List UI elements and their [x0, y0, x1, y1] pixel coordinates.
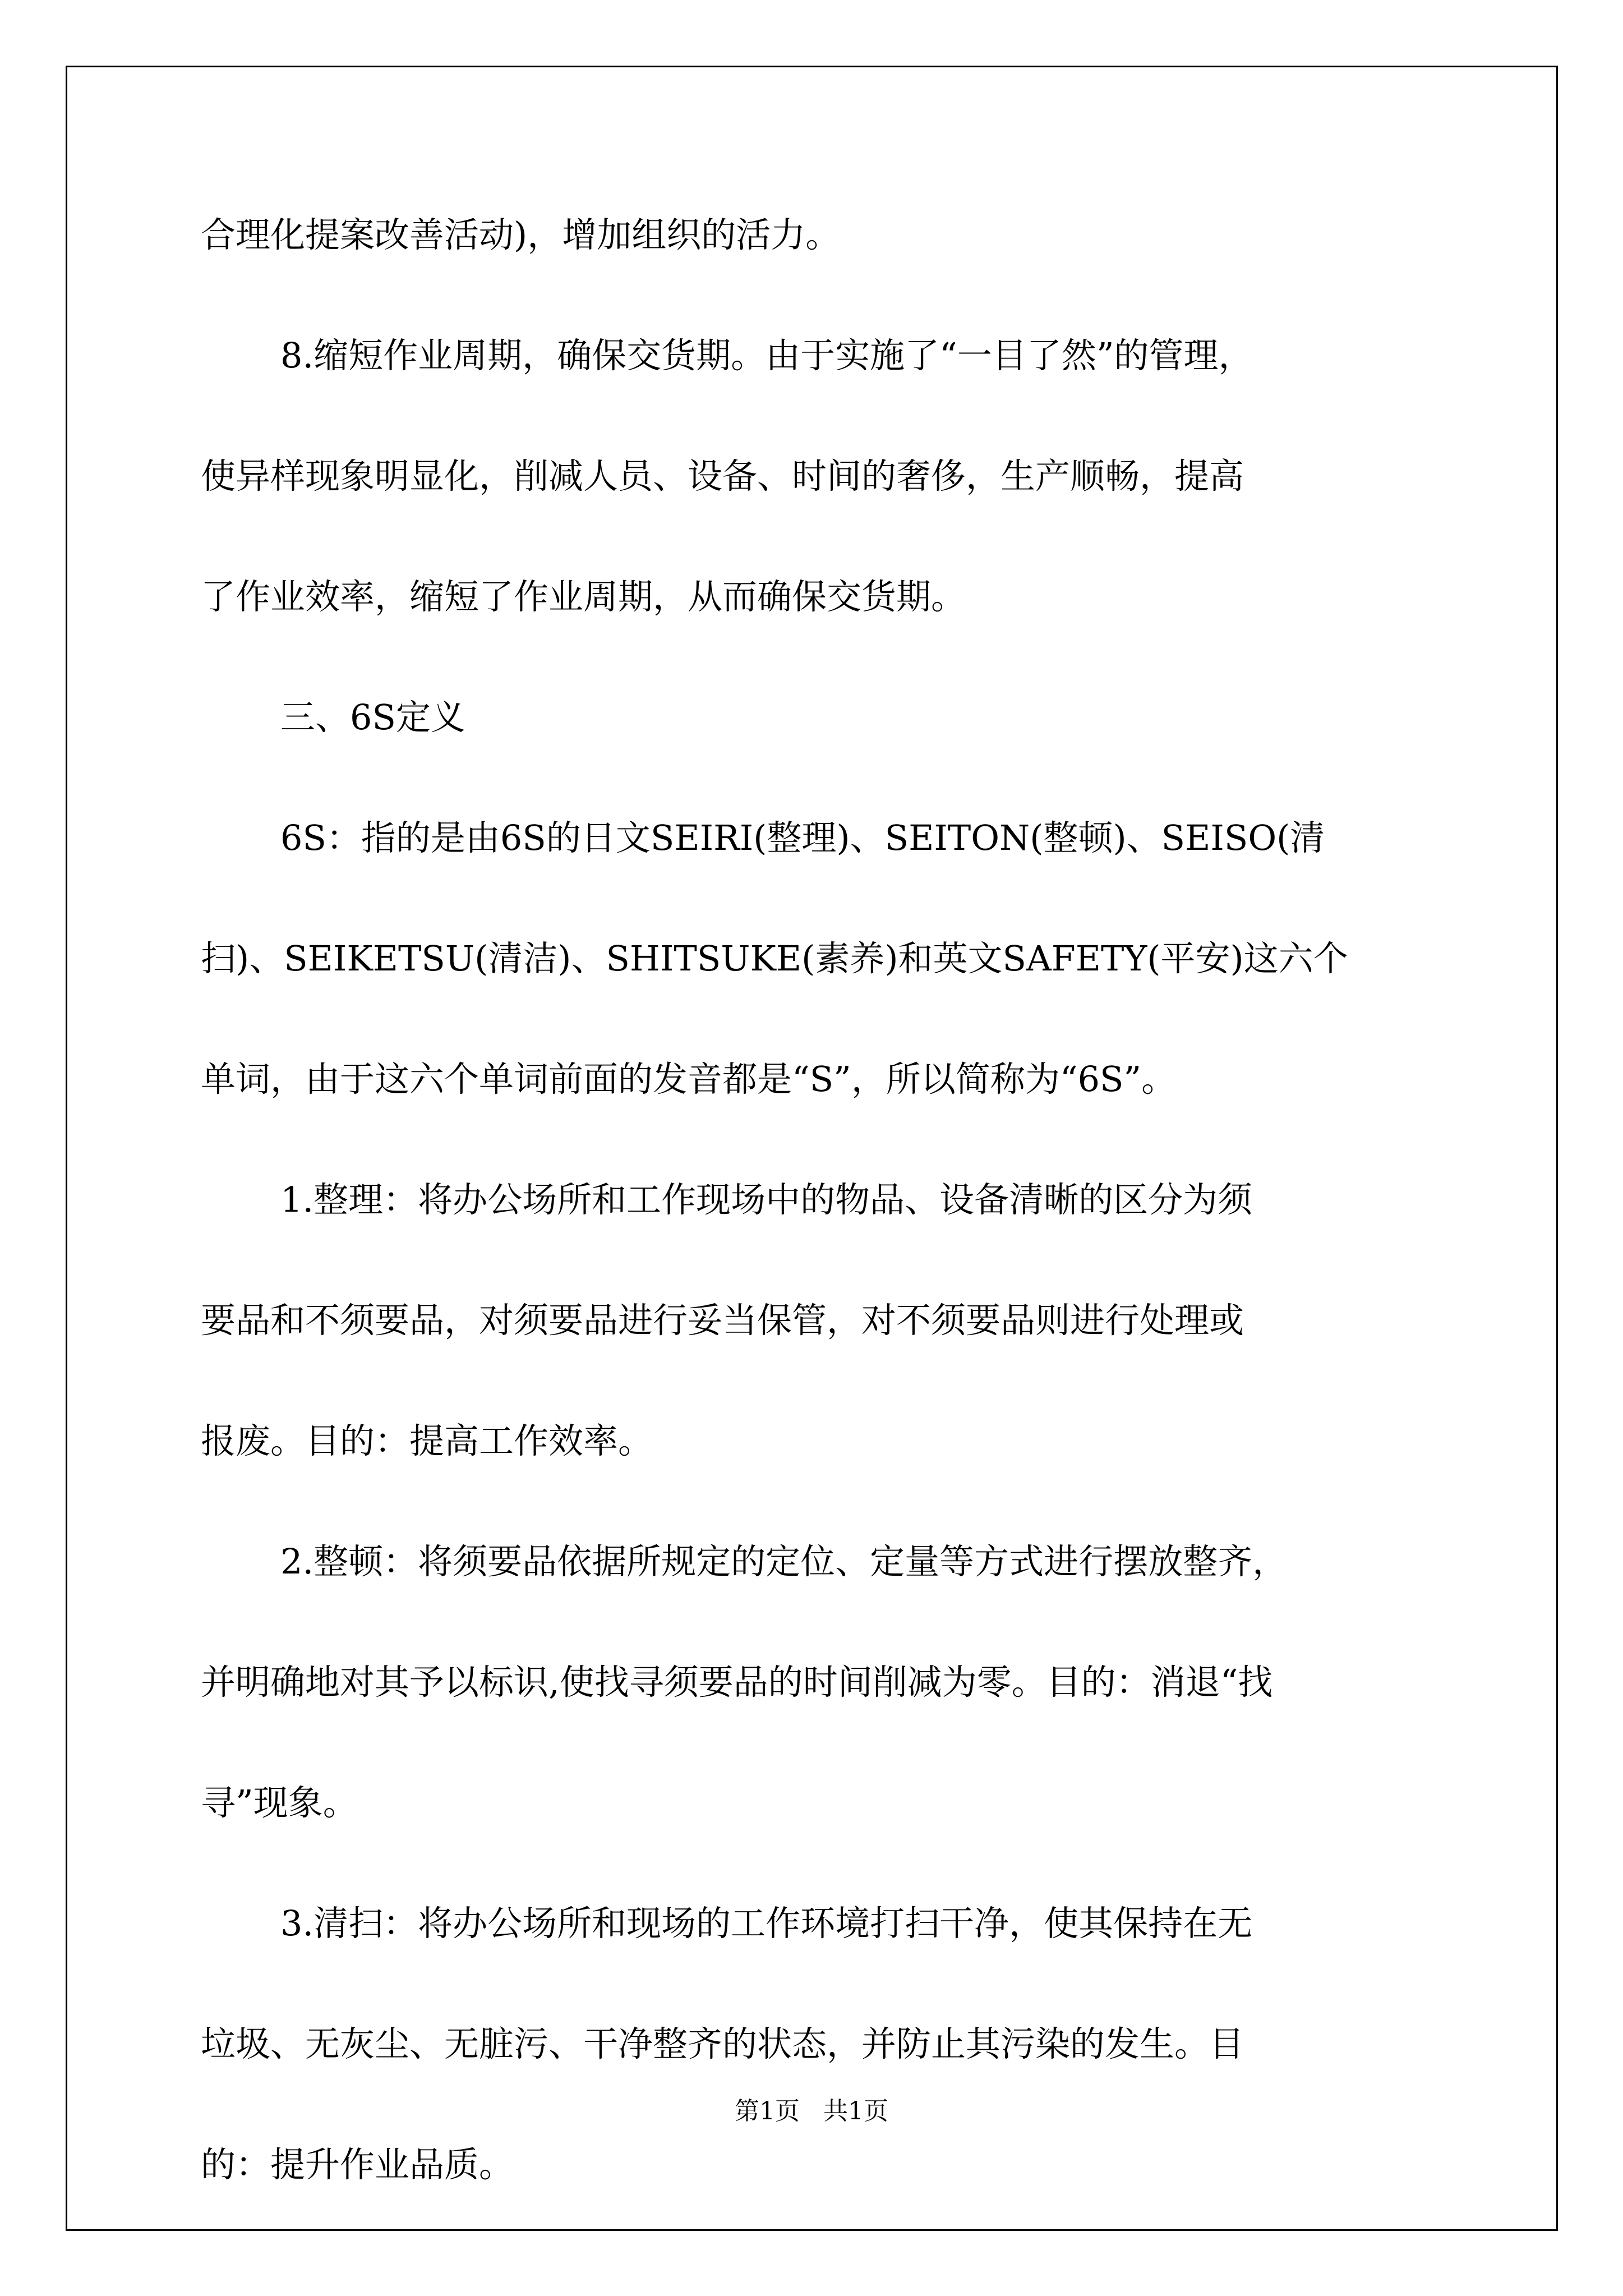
- document-body: [201, 213, 1435, 2263]
- text-line: 报废。目的：提高工作效率。: [201, 1420, 653, 1461]
- text-line: 垃圾、无灰尘、无脏污、干净整齐的状态，并防止其污染的发生。目: [201, 2023, 1244, 2064]
- text-line: 合理化提案改善活动)，增加组织的活力。: [201, 214, 841, 255]
- text-line: 使异样现象明显化，削减人员、设备、时间的奢侈，生产顺畅，提高: [201, 455, 1244, 496]
- text-line: 8.缩短作业周期，确保交货期。由于实施了“一目了然”的管理，: [280, 335, 1253, 376]
- text-line: 2.整顿：将须要品依据所规定的定位、定量等方式进行摆放整齐，: [280, 1541, 1288, 1582]
- text-line: 并明确地对其予以标识,使找寻须要品的时间削减为零。目的：消退“找: [201, 1662, 1273, 1703]
- text-line: 1.整理：将办公场所和工作现场中的物品、设备清晰的区分为须: [280, 1179, 1253, 1220]
- text-line: 扫)、SEIKETSU(清洁)、SHITSUKE(素养)和英文SAFETY(平安)这六个: [201, 938, 1348, 979]
- page-footer: 第1页 共1页: [735, 2097, 888, 2125]
- text-line: 的：提升作业品质。: [201, 2144, 514, 2185]
- text-line: 了作业效率，缩短了作业周期，从而确保交货期。: [201, 576, 966, 617]
- text-line: 3.清扫：将办公场所和现场的工作环境打扫干净，使其保持在无: [280, 1903, 1253, 1944]
- section-heading: 三、6S定义: [280, 697, 465, 738]
- text-line: 寻”现象。: [201, 1782, 358, 1823]
- text-line: 6S：指的是由6S的日文SEIRI(整理)、SEITON(整顿)、SEISO(清: [280, 817, 1325, 858]
- text-line: 要品和不须要品，对须要品进行妥当保管，对不须要品则进行处理或: [201, 1300, 1244, 1341]
- text-line: 单词，由于这六个单词前面的发音都是“S”，所以简称为“6S”。: [201, 1059, 1177, 1099]
